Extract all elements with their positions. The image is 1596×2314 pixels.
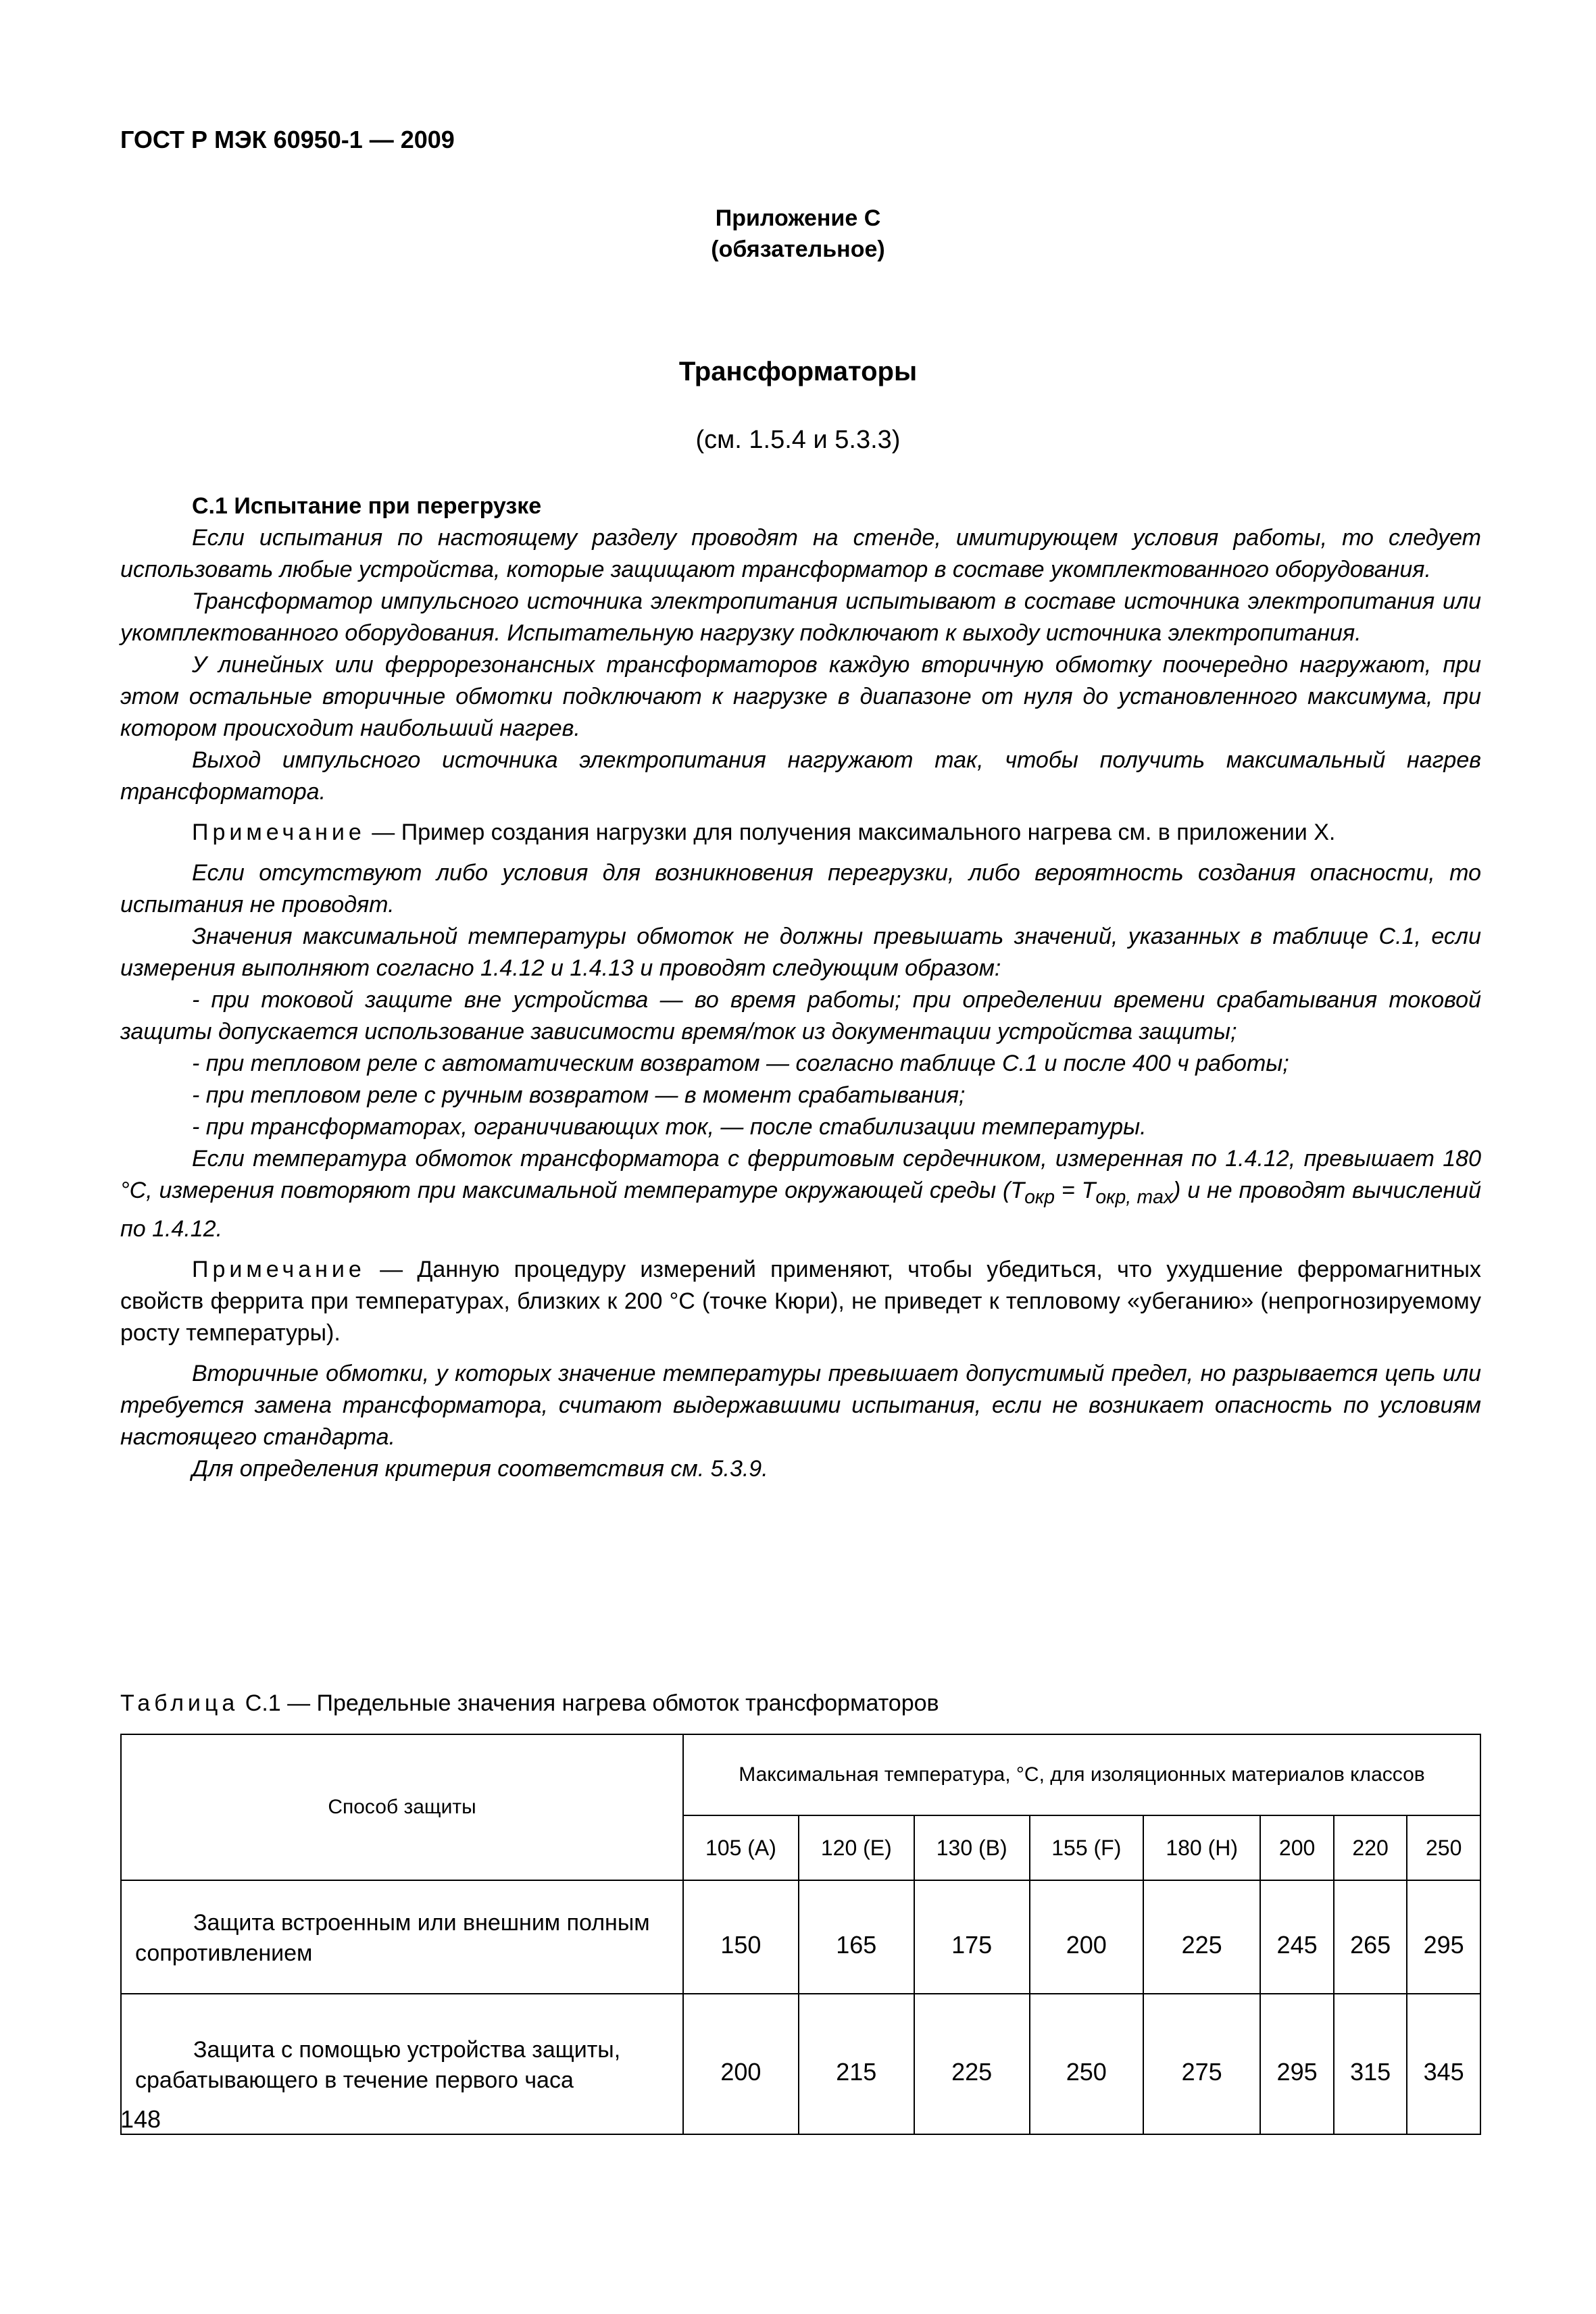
list-item: - при трансформаторах, ограничивающих ток, — после стабилизации температуры. bbox=[192, 1114, 1147, 1140]
page-number: 148 bbox=[120, 2105, 161, 2133]
paragraph: У линейных или феррорезонансных трансформаторов каждую вторичную обмотку поочередно нагружают, при этом остальные вторичные обмотки подключают к нагрузке в диапазоне от нуля до установленного максимума, при котором происходит наибольший нагрев. bbox=[120, 652, 1481, 741]
table-row bbox=[121, 1880, 1480, 1994]
paragraph: Значения максимальной температуры обмоток не должны превышать значений, указанных в таблице С.1, если измерения выполняют согласно 1.4.12 и 1.4.13 и проводят следующим образом: bbox=[120, 924, 1481, 981]
header-max-temperature: Максимальная температура, °С, для изоляционных материалов классов bbox=[683, 1734, 1480, 1815]
value-cell: 315 bbox=[1334, 1994, 1407, 2134]
value-cell: 345 bbox=[1407, 1994, 1480, 2134]
paragraph: Для определения критерия соответствия см. 5.3.9. bbox=[192, 1455, 768, 1482]
table-row bbox=[121, 1994, 1480, 2134]
header-class: 180 (Н) bbox=[1143, 1815, 1260, 1880]
header-protection-method: Способ защиты bbox=[121, 1734, 683, 1880]
protection-method-cell: Защита с помощью устройства защиты, срабатывающего в течение первого часа bbox=[121, 1994, 683, 2134]
note bbox=[120, 1254, 1481, 1349]
annex-title: Трансформаторы bbox=[678, 357, 918, 386]
value-cell: 295 bbox=[1260, 1994, 1334, 2134]
table-caption bbox=[120, 1690, 939, 1717]
header-class: 155 (F) bbox=[1030, 1815, 1143, 1880]
list-item: - при тепловом реле с автоматическим возвратом — согласно таблице С.1 и после 400 ч работы; bbox=[192, 1051, 1289, 1076]
note-text: — Данную процедуру измерений применяют, чтобы убедиться, что ухудшение ферромагнитных свойств феррита при температурах, близких к 200 °С (точке Кюри), не приведет к тепловому «убеганию» (непрогнозируемому росту температуры). bbox=[120, 1256, 1481, 1346]
note-label: Примечание bbox=[192, 820, 366, 845]
value-cell: 200 bbox=[683, 1994, 799, 2134]
paragraph: Если испытания по настоящему разделу проводят на стенде, имитирующем условия работы, то следует использовать любые устройства, которые защищают трансформатор в составе укомплектованного оборудования. bbox=[120, 525, 1481, 582]
header-class: 220 bbox=[1334, 1815, 1407, 1880]
symbol: Т bbox=[1081, 1178, 1096, 1203]
header-class: 105 (А) bbox=[683, 1815, 799, 1880]
standard-designation: ГОСТ Р МЭК 60950-1 — 2009 bbox=[120, 126, 455, 153]
header-class: 130 (В) bbox=[914, 1815, 1030, 1880]
caption-text: С.1 — Предельные значения нагрева обмоток трансформаторов bbox=[239, 1690, 939, 1716]
paragraph bbox=[120, 1143, 1481, 1245]
annex-reference: (см. 1.5.4 и 5.3.3) bbox=[695, 426, 901, 454]
caption-label: Таблица bbox=[120, 1690, 239, 1716]
note-label: Примечание bbox=[192, 1256, 366, 1282]
value-cell: 225 bbox=[1143, 1880, 1260, 1994]
note-text: — Пример создания нагрузки для получения максимального нагрева см. в приложении Х. bbox=[365, 820, 1336, 845]
value-cell: 275 bbox=[1143, 1994, 1260, 2134]
paragraph: Выход импульсного источника электропитания нагружают так, чтобы получить максимальный нагрев трансформатора. bbox=[120, 747, 1481, 805]
paragraph: Вторичные обмотки, у которых значение температуры превышает допустимый предел, но разрывается цепь или требуется замена трансформатора, считают выдержавшими испытания, если не возникает опасность по условиям настоящего стандарта. bbox=[120, 1360, 1481, 1450]
value-cell: 175 bbox=[914, 1880, 1030, 1994]
paragraph: Трансформатор импульсного источника электропитания испытывают в составе источника электропитания или укомплектованного оборудования. Испытательную нагрузку подключают к выходу источника электропитания. bbox=[120, 588, 1481, 646]
list-item: - при тепловом реле с ручным возвратом — в момент срабатывания; bbox=[192, 1082, 966, 1108]
value-cell: 250 bbox=[1030, 1994, 1143, 2134]
annex-label: Приложение С bbox=[715, 205, 881, 231]
paragraph-part: Если температура обмоток трансформатора с ферритовым сердечником, измеренная по 1.4.12, превышает 180 °С, измерения повторяют при максимальной температуре окружающей среды ( bbox=[120, 1146, 1481, 1203]
equals: = bbox=[1054, 1178, 1082, 1203]
header-class: 200 bbox=[1260, 1815, 1334, 1880]
body-text bbox=[120, 491, 1481, 1485]
value-cell: 295 bbox=[1407, 1880, 1480, 1994]
subscript: окр, max bbox=[1095, 1186, 1173, 1208]
list-item: - при токовой защите вне устройства — во время работы; при определении времени срабатывания токовой защиты допускается использование зависимости время/ток из документации устройства защиты; bbox=[120, 987, 1481, 1045]
value-cell: 150 bbox=[683, 1880, 799, 1994]
paragraph: Если отсутствуют либо условия для возникновения перегрузки, либо вероятность создания опасности, то испытания не проводят. bbox=[120, 860, 1481, 917]
subscript: окр bbox=[1024, 1186, 1055, 1208]
value-cell: 215 bbox=[799, 1994, 914, 2134]
header-class: 250 bbox=[1407, 1815, 1480, 1880]
value-cell: 265 bbox=[1334, 1880, 1407, 1994]
section-heading: С.1 Испытание при перегрузке bbox=[192, 493, 542, 519]
header-class: 120 (Е) bbox=[799, 1815, 914, 1880]
temperature-limits-table bbox=[120, 1734, 1481, 2135]
note bbox=[120, 817, 1481, 849]
value-cell: 165 bbox=[799, 1880, 914, 1994]
symbol: Т bbox=[1010, 1178, 1025, 1203]
annex-status: (обязательное) bbox=[711, 236, 885, 262]
protection-method-cell: Защита встроенным или внешним полным сопротивлением bbox=[121, 1880, 683, 1994]
paragraph-part: ) и не проводят вычислений по 1.4.12. bbox=[120, 1178, 1481, 1242]
value-cell: 245 bbox=[1260, 1880, 1334, 1994]
value-cell: 200 bbox=[1030, 1880, 1143, 1994]
value-cell: 225 bbox=[914, 1994, 1030, 2134]
